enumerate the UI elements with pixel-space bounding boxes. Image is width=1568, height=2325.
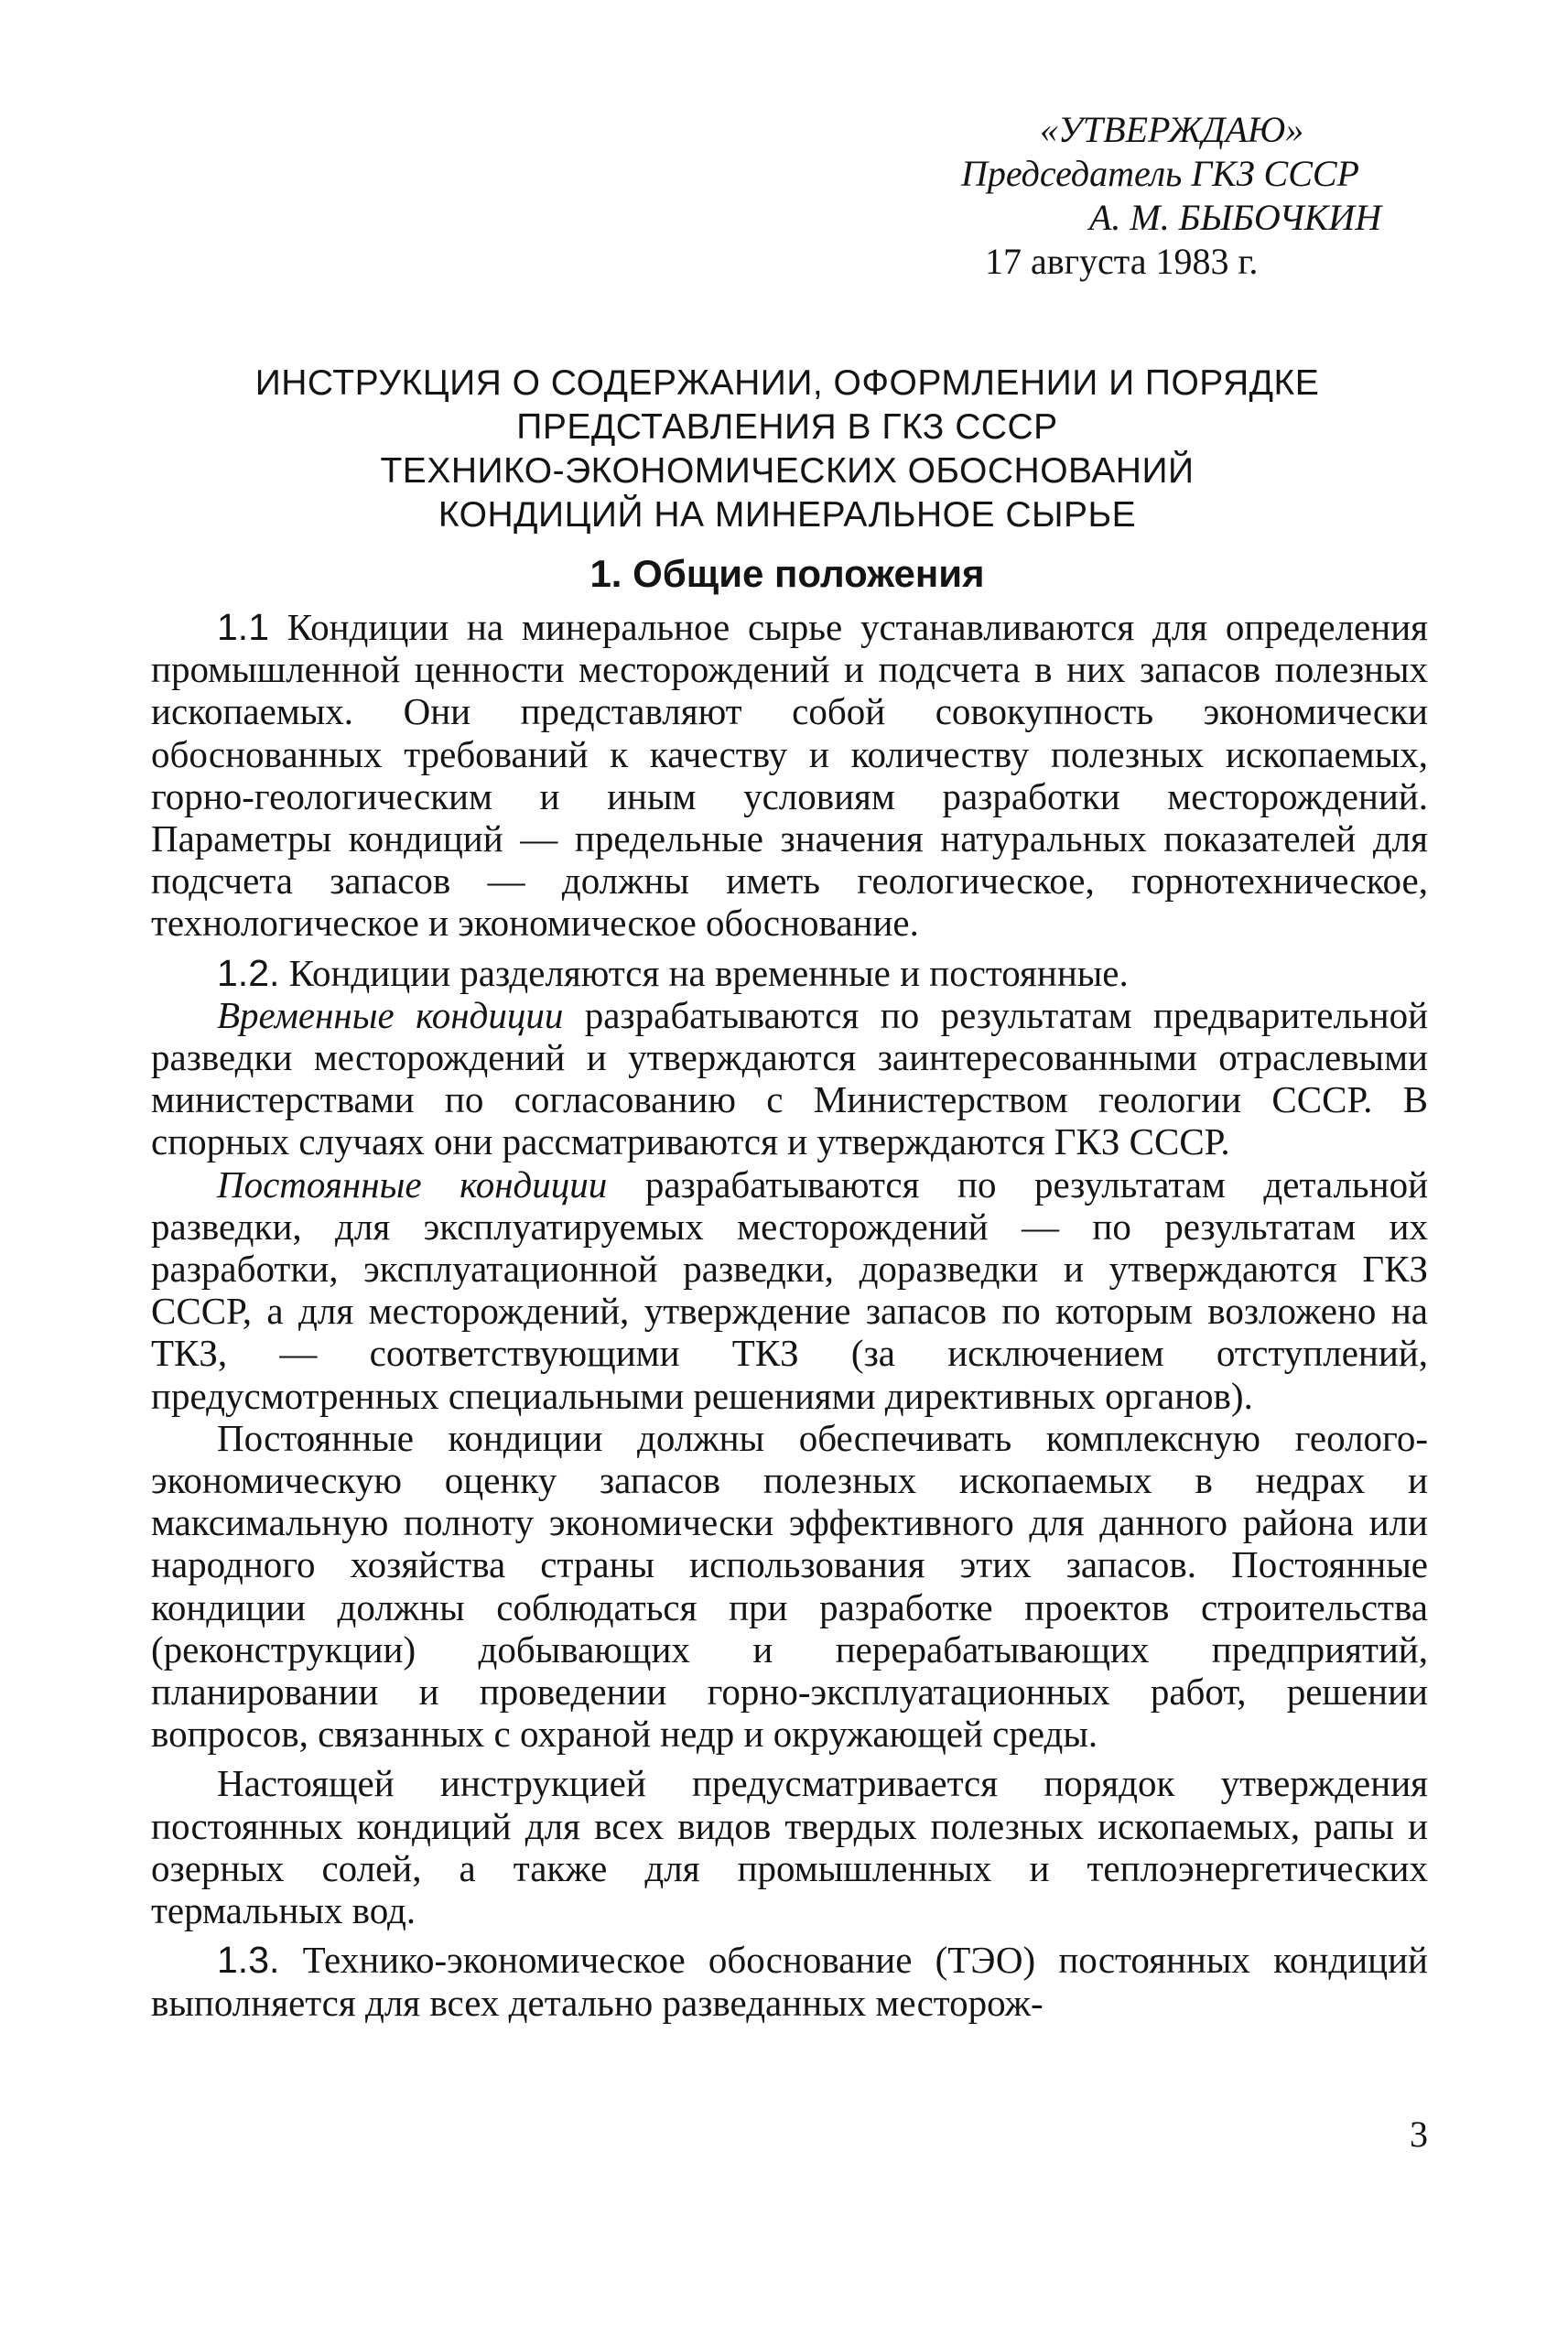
paragraph-text: Кондиции на минеральное сырье устанавливаются для определения промышленной ценности месторождений и подсчета в них запасов полезных ископаемых. Они представляют собой совокупность экономически обоснованных требований к качеству и количеству полезных ископаемых, горно-геологическим и иным условиям разработки месторождений. Параметры кондиций — предельные значения натуральных показателей для подсчета запасов — должны иметь геологическое, горнотехническое, технологическое и экономическое обоснование. bbox=[151, 606, 1428, 945]
clause-number: 1.2. bbox=[217, 951, 280, 994]
document-body bbox=[151, 606, 1428, 2024]
paragraph-1-2 bbox=[151, 952, 1428, 994]
paragraph-1-1 bbox=[151, 606, 1428, 945]
paragraph-1-3 bbox=[151, 1939, 1428, 2023]
document-title bbox=[146, 362, 1428, 537]
paragraph-permanent-conditions bbox=[151, 1163, 1428, 1417]
paragraph-temporary-conditions bbox=[151, 994, 1428, 1163]
approval-signatory: А. М. БЫБОЧКИН bbox=[1089, 197, 1382, 238]
title-line: ТЕХНИКО-ЭКОНОМИЧЕСКИХ ОБОСНОВАНИЙ bbox=[380, 451, 1195, 491]
paragraph-text: разрабатываются по результатам детальной разведки, для эксплуатируемых месторождений — по результатам их разработки, эксплуатационной разведки, доразведки и утверждаются ГКЗ СССР, а для месторождений, утверждение запасов по которым возложено на ТКЗ, — соответствующими ТКЗ (за исключением отступлений, предусмотренных специальными решениями директивных органов). bbox=[151, 1162, 1429, 1417]
paragraph-permanent-requirements bbox=[151, 1417, 1428, 1756]
paragraph-text: разрабатываются по результатам предварительной разведки месторождений и утверждаются заинтересованными отраслевыми министерствами по согласованию с Министерством геологии СССР. В спорных случаях они рассматриваются и утверждаются ГКЗ СССР. bbox=[151, 993, 1429, 1163]
paragraph-text: Настоящей инструкцией предусматривается порядок утверждения постоянных кондиций для всех видов твердых полезных ископаемых, рапы и озерных солей, а также для промышленных и теплоэнергетических термальных вод. bbox=[151, 1762, 1428, 1932]
clause-number: 1.3. bbox=[217, 1939, 280, 1982]
title-line: ИНСТРУКЦИЯ О СОДЕРЖАНИИ, ОФОРМЛЕНИИ И ПОРЯДКЕ bbox=[254, 363, 1320, 403]
paragraph-text: Постоянные кондиции должны обеспечивать комплексную геолого-экономическую оценку запасов полезных ископаемых в недрах и максимальную полноту экономически эффективного для данного района или народного хозяйства страны использования этих запасов. Постоянные кондиции должны соблюдаться при разработке проектов строительства (реконструкции) добывающих и перерабатывающих предприятий, планировании и проведении горно-эксплуатационных работ, решении вопросов, связанных с охраной недр и окружающей среды. bbox=[151, 1416, 1428, 1756]
clause-number: 1.1 bbox=[217, 606, 269, 648]
paragraph-text: Кондиции разделяются на временные и постоянные. bbox=[288, 951, 1129, 994]
approval-position: Председатель ГКЗ СССР bbox=[961, 153, 1359, 194]
title-line: КОНДИЦИЙ НА МИНЕРАЛЬНОЕ СЫРЬЕ bbox=[438, 495, 1137, 535]
title-line: ПРЕДСТАВЛЕНИЯ В ГКЗ СССР bbox=[516, 407, 1058, 447]
emphasis-term: Постоянные кондиции bbox=[217, 1162, 608, 1206]
approval-date: 17 августа 1983 г. bbox=[985, 241, 1259, 282]
emphasis-term: Временные кондиции bbox=[217, 993, 564, 1036]
page-number: 3 bbox=[1410, 2114, 1428, 2155]
approval-heading: «УТВЕРЖДАЮ» bbox=[1040, 109, 1304, 150]
paragraph-instruction-scope bbox=[151, 1762, 1428, 1931]
section-heading: 1. Общие положения bbox=[589, 552, 985, 595]
approval-stamp-block bbox=[961, 108, 1474, 284]
paragraph-text: Технико-экономическое обоснование (ТЭО) постоянных кондиций выполняется для всех детально разведанных месторож- bbox=[151, 1939, 1428, 2024]
